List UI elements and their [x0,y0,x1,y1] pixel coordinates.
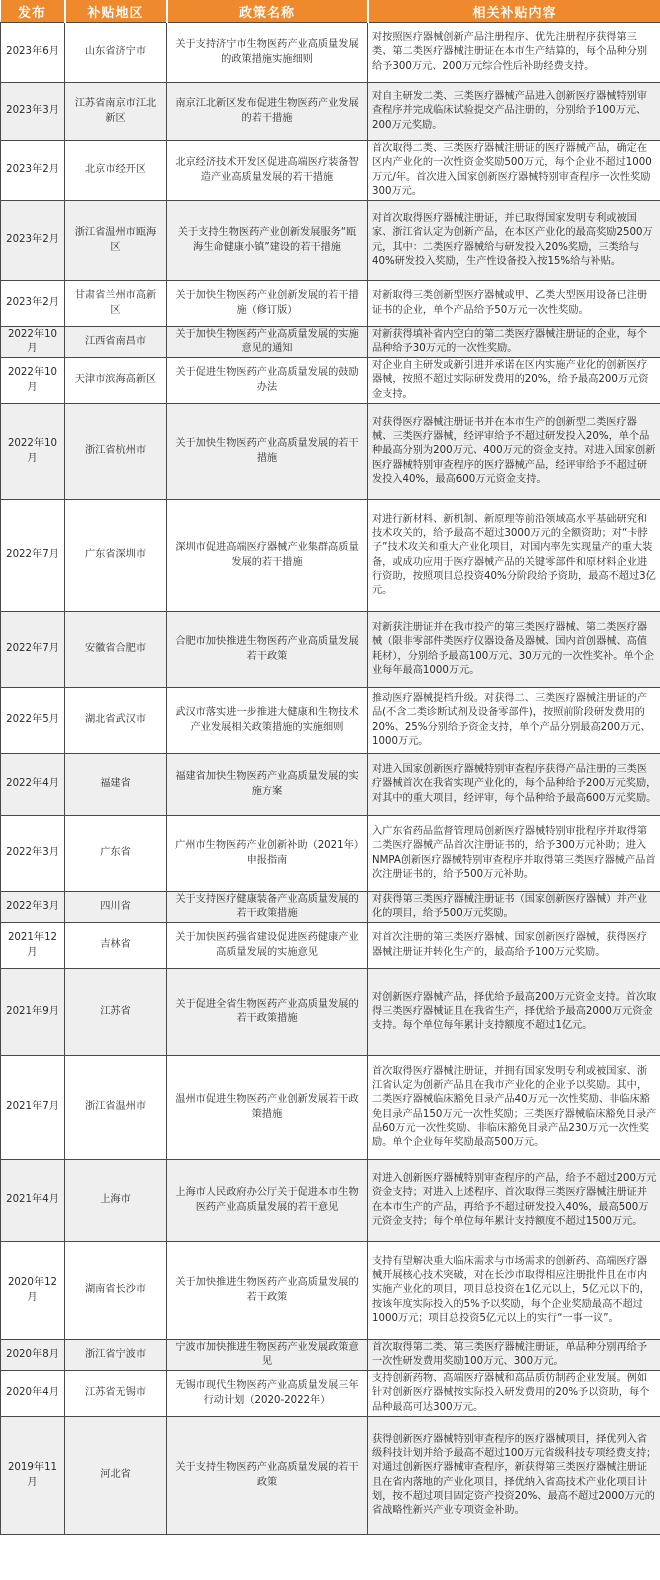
cell-subsidy-content: 对获得第三类医疗器械注册证书（国家创新医疗器械）并产业化的项目，给予500万元奖励。 [368,892,660,923]
table-row [1,141,660,201]
cell-policy-name: 温州市促进生物医药产业创新发展若干政策措施 [167,1056,368,1160]
cell-region: 湖北省武汉市 [65,688,167,754]
cell-date: 2021年9月 [1,969,65,1056]
cell-policy-name: 合肥市加快推进生物医药产业高质量发展若干政策 [167,612,368,688]
cell-policy-name: 关于促进全省生物医药产业高质量发展的若干政策措施 [167,969,368,1056]
cell-subsidy-content: 对创新医疗器械产品，择优给予最高200万元资金支持。首次取得三类医疗器械证且在我省生产，择优给予最高2000万元资金支持。每个单位每年累计支持额度不超过1亿元。 [368,969,660,1056]
cell-region: 湖南省长沙市 [65,1242,167,1340]
cell-region: 吉林省 [65,923,167,969]
header-subsidy-content: 相关补贴内容 [368,0,660,23]
table-row [1,201,660,281]
cell-subsidy-content: 对进行新材料、新机制、新原理等前沿领域高水平基础研究和技术攻关的，给予最高不超过3000万元的全额资助；对“卡脖子”技术攻关和重大产业化项目，对国内率先实现量产的重大装备，或成功应用于医疗器械产品的关键零部件和原材料企业进行资助，按照项目总投资40%分阶段给予资助，最高不超过3亿元。 [368,500,660,612]
cell-subsidy-content: 对进入国家创新医疗器械特别审查程序获得产品注册的三类医疗器械首次在我省实现产业化的，每个品种给予200万元奖励，对其中的重大项目，经评审，每个品种给予最高600万元奖励。 [368,754,660,816]
cell-policy-name: 无锡市现代生物医药产业高质量发展三年行动计划（2020-2022年） [167,1371,368,1417]
cell-subsidy-content: 对新取得三类创新型医疗器械或甲、乙类大型医用设备已注册证书的企业，单个产品给予50万元一次性奖励。 [368,281,660,327]
cell-policy-name: 关于加快医药强省建设促进医药健康产业高质量发展的实施意见 [167,923,368,969]
cell-region: 福建省 [65,754,167,816]
cell-date: 2021年12月 [1,923,65,969]
cell-subsidy-content: 对首次注册的第三类医疗器械、国家创新医疗器械，获得医疗器械注册证并转化生产的，最高给予100万元奖励。 [368,923,660,969]
cell-region: 安徽省合肥市 [65,612,167,688]
cell-region: 山东省济宁市 [65,23,167,83]
cell-region: 浙江省温州市瓯海区 [65,201,167,281]
cell-region: 甘肃省兰州市高新区 [65,281,167,327]
cell-region: 浙江省温州市 [65,1056,167,1160]
header-publish-date: 发布 [1,0,65,23]
table-row [1,1242,660,1340]
cell-date: 2020年4月 [1,1371,65,1417]
table-row [1,1417,660,1535]
cell-policy-name: 关于支持生物医药产业创新发展服务“瓯海生命健康小镇”建设的若干措施 [167,201,368,281]
cell-subsidy-content: 对新获得填补省内空白的第二类医疗器械注册证的企业，每个品种给予30万元的一次性奖励。 [368,327,660,358]
cell-policy-name: 福建省加快生物医药产业高质量发展的实施方案 [167,754,368,816]
cell-region: 江西省南昌市 [65,327,167,358]
cell-policy-name: 广州市生物医药产业创新补助（2021年）申报指南 [167,816,368,892]
table-row [1,816,660,892]
cell-policy-name: 北京经济技术开发区促进高端医疗装备智造产业高质量发展的若干措施 [167,141,368,201]
cell-date: 2023年6月 [1,23,65,83]
cell-date: 2020年12月 [1,1242,65,1340]
cell-region: 北京市经开区 [65,141,167,201]
cell-date: 2021年4月 [1,1160,65,1242]
table-row [1,500,660,612]
cell-region: 广东省深圳市 [65,500,167,612]
cell-date: 2022年10月 [1,404,65,500]
cell-policy-name: 关于支持生物医药产业高质量发展的若干政策 [167,1417,368,1535]
cell-subsidy-content: 支持有望解决重大临床需求与市场需求的创新药、高端医疗器械开展核心技术突破，对在长沙市取得相应注册批件且在市内实施产业化的项目，项目总投资在1亿元以上，5亿元以下的，按该年度实际投入的5%予以奖励，每个企业奖励最高不超过1000万元；项目总投资5亿元以上的实行“一事一议”。 [368,1242,660,1340]
cell-policy-name: 关于支持医疗健康装备产业高质量发展的若干政策措施 [167,892,368,923]
table-row [1,688,660,754]
cell-date: 2022年7月 [1,612,65,688]
cell-date: 2022年10月 [1,327,65,358]
cell-region: 浙江省杭州市 [65,404,167,500]
cell-date: 2020年8月 [1,1340,65,1371]
cell-subsidy-content: 对按照医疗器械创新产品注册程序、优先注册程序获得第三类、第二类医疗器械注册证在本市生产结算的，每个品种分别给予300万元、200万元综合性后补助经费支持。 [368,23,660,83]
cell-date: 2022年3月 [1,816,65,892]
cell-region: 江苏省 [65,969,167,1056]
cell-date: 2023年2月 [1,281,65,327]
cell-region: 浙江省宁波市 [65,1340,167,1371]
cell-region: 江苏省南京市江北新区 [65,83,167,141]
table-row [1,1056,660,1160]
cell-policy-name: 武汉市落实进一步推进大健康和生物技术产业发展相关政策措施的实施细则 [167,688,368,754]
cell-subsidy-content: 获得创新医疗器械特别审查程序的医疗器械项目，择优列入省级科技计划并给予最高不超过100万元省级科技专项经费支持；对通过创新医疗器械审查程序，新获得第三类医疗器械注册证且在省内落地的产业化项目，择优纳入省高技术产业化项目计划，按不超过项目固定资产投资20%、最高不超过2000万元的省战略性新兴产业专项资金补助。 [368,1417,660,1535]
table-row [1,1371,660,1417]
cell-policy-name: 关于促进生物医药产业高质量发展的鼓励办法 [167,358,368,404]
table-row [1,969,660,1056]
cell-policy-name: 关于加快推进生物医药产业高质量发展的若干政策 [167,1242,368,1340]
cell-region: 江苏省无锡市 [65,1371,167,1417]
cell-date: 2023年2月 [1,141,65,201]
table-header-row [1,0,660,23]
cell-policy-name: 关于加快生物医药产业高质量发展的实施意见的通知 [167,327,368,358]
cell-date: 2019年11月 [1,1417,65,1535]
table-row [1,281,660,327]
cell-subsidy-content: 对自主研发二类、三类医疗器械产品进入创新医疗器械特别审查程序并完成临床试验提交产品注册的，分别给予100万元、200万元奖励。 [368,83,660,141]
table-row [1,923,660,969]
table-row [1,327,660,358]
table-row [1,754,660,816]
cell-subsidy-content: 对获得医疗器械注册证书并在本市生产的创新型二类医疗器械、三类医疗器械，经评审给予不超过研发投入20%，单个品种最高分别为200万元、400万元的资金支持。对进入国家创新医疗器械特别审查程序的医疗器械产品，经评审给予不超过研发投入40%，最高600万元资金支持。 [368,404,660,500]
cell-policy-name: 关于加快生物医药产业创新发展的若干措施（修订版） [167,281,368,327]
table-row [1,612,660,688]
cell-policy-name: 上海市人民政府办公厅关于促进本市生物医药产业高质量发展的若干意见 [167,1160,368,1242]
cell-date: 2022年5月 [1,688,65,754]
cell-date: 2023年3月 [1,83,65,141]
table-row [1,404,660,500]
cell-subsidy-content: 对进入创新医疗器械特别审查程序的产品，给予不超过200万元资金支持；对进入上述程序、首次取得三类医疗器械注册证并在本市生产的产品，再给予不超过研发投入40%，最高500万元资金支持；每个单位每年累计支持额度不超过1500万元。 [368,1160,660,1242]
cell-date: 2023年2月 [1,201,65,281]
cell-date: 2022年3月 [1,892,65,923]
header-subsidy-region: 补贴地区 [65,0,167,23]
cell-subsidy-content: 入广东省药品监督管理局创新医疗器械特别审批程序并取得第二类医疗器械产品首次注册证书的，给予300万元补助；进入NMPA创新医疗器械特别审查程序并取得第三类医疗器械产品首次注册证书的，给予500万元补助。 [368,816,660,892]
cell-subsidy-content: 支持创新药物、高端医疗器械和高品质仿制药企业发展。例如针对创新医疗器械按实际投入研发费用的20%予以资助，每个品种最高可达300万元。 [368,1371,660,1417]
cell-policy-name: 宁波市加快推进生物医药产业发展政策意见 [167,1340,368,1371]
cell-region: 天津市滨海高新区 [65,358,167,404]
cell-policy-name: 关于支持济宁市生物医药产业高质量发展的政策措施实施细则 [167,23,368,83]
cell-subsidy-content: 对首次取得医疗器械注册证，并已取得国家发明专利或被国家、浙江省认定为创新产品，在本区产业化的最高奖励2500万元，其中：二类医疗器械给与研发投入20%奖励，三类给与40%研发投入奖励，生产性设备投入按15%给与补贴。 [368,201,660,281]
table-row [1,1160,660,1242]
cell-date: 2021年7月 [1,1056,65,1160]
cell-date: 2022年7月 [1,500,65,612]
table-row [1,892,660,923]
cell-region: 广东省 [65,816,167,892]
cell-date: 2022年10月 [1,358,65,404]
cell-subsidy-content: 对企业自主研发或新引进并承诺在区内实施产业化的创新医疗器械，按照不超过实际研发费用的20%，给予最高200万元资金支持。 [368,358,660,404]
cell-policy-name: 南京江北新区发布促进生物医药产业发展的若干措施 [167,83,368,141]
table-row [1,23,660,83]
cell-policy-name: 深圳市促进高端医疗器械产业集群高质量发展的若干措施 [167,500,368,612]
cell-date: 2022年4月 [1,754,65,816]
cell-region: 河北省 [65,1417,167,1535]
table-row [1,358,660,404]
header-policy-name: 政策名称 [167,0,368,23]
cell-region: 四川省 [65,892,167,923]
cell-policy-name: 关于加快生物医药产业高质量发展的若干措施 [167,404,368,500]
table-row [1,1340,660,1371]
table-row [1,83,660,141]
cell-subsidy-content: 首次取得第二类、第三类医疗器械注册证，单品种分别再给予一次性研发费用奖励100万元、300万元。 [368,1340,660,1371]
cell-subsidy-content: 首次取得医疗器械注册证，并拥有国家发明专利或被国家、浙江省认定为创新产品且在我市产业化的企业予以奖励。其中，二类医疗器械临床豁免目录产品40万元一次性奖励、非临床豁免目录产品150万元一次性奖励；三类医疗器械临床豁免目录产品60万元一次性奖励、非临床豁免目录产品230万元一次性奖励。单个企业每年奖励最高500万元。 [368,1056,660,1160]
cell-subsidy-content: 首次取得二类、三类医疗器械注册证的医疗器械产品，确定在区内产业化的一次性资金奖励500万元，每个企业不超过1000万元/年。首次进入国家创新医疗器械特别审查程序一次性奖励300万元。 [368,141,660,201]
cell-subsidy-content: 推动医疗器械提档升级。对获得二、三类医疗器械注册证的产品(不含二类诊断试剂及设备零部件)，按照前阶段研发费用的20%、25%分别给予资金支持，单个产品分别最高200万元、1000万元。 [368,688,660,754]
cell-region: 上海市 [65,1160,167,1242]
cell-subsidy-content: 对新获注册证并在我市投产的第三类医疗器械、第二类医疗器械（限非零部件类医疗仪器设备及器械、国内首创器械、高值耗材），分别给予最高100万元、30万元的一次性奖补。单个企业每年最高1000万元。 [368,612,660,688]
